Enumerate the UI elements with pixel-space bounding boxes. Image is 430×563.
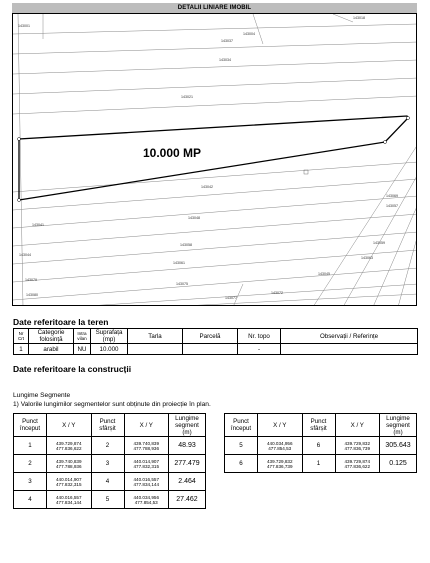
parcel-map [12,13,417,306]
table-header-row [14,329,418,344]
vertex-3 [384,141,387,144]
col-header: X / Y [335,414,380,437]
parcel-label: 143018 [353,16,365,20]
cell [128,344,183,355]
col-header: Suprafața (mp) [91,329,128,344]
y-value: 477.788,936 [55,463,82,469]
cell-xy-end [335,437,380,455]
col-header: Nr. topo [238,329,281,344]
cell: - [238,344,281,355]
cell-xy-start [258,437,303,455]
cell-xy-start [258,455,303,473]
col-header: Categorie folosință [29,329,74,344]
col-header: Punct început [225,414,258,437]
parcel-label: 143075 [176,282,188,286]
x-value: 440.034,956 [133,494,160,500]
parcel-label: 143072 [271,291,283,295]
x-value: 440.034,956 [266,440,293,446]
y-value: 477.836,739 [344,445,371,451]
cell-end-point: 6 [302,437,335,455]
col-header: Intra vilan [74,329,91,344]
x-value: 440.016,557 [133,476,160,482]
parcel-label: 143044 [19,253,31,257]
cell-length: 277.479 [169,455,206,473]
area-label: 10.000 MP [143,146,202,160]
parcel-label: 143061 [173,261,185,265]
segments-table-left [13,413,206,509]
parcel-label: 143080 [26,293,38,297]
x-value: 439.729,832 [266,458,293,464]
x-value: 439.729,874 [344,458,371,464]
cell-xy-end [124,491,169,509]
col-header: Parcelă [183,329,238,344]
table-row [225,455,417,473]
parcel-label: 143059 [373,241,385,245]
cell-start-point: 3 [14,473,47,491]
cell-xy-end [124,437,169,455]
parcel-label: 143079 [25,278,37,282]
col-header: Lungime segment (m) [380,414,417,437]
parcel-label: 143048 [188,216,200,220]
cell-start-point: 2 [14,455,47,473]
col-header: Nr Crt [14,329,29,344]
table-row [14,491,206,509]
table-row [14,344,418,355]
vertex-1 [18,138,21,141]
y-value: 477.836,739 [266,463,293,469]
col-header: Lungime segment (m) [169,414,206,437]
x-value: 439.729,874 [55,440,82,446]
parcel-label: 143004 [243,32,255,36]
vertex-4 [407,117,410,120]
x-value: 440.014,907 [55,476,82,482]
cell-start-point: 1 [14,437,47,455]
cell-length: 48.93 [169,437,206,455]
cell-length: 0.125 [380,455,417,473]
col-header: Observații / Referințe [281,329,418,344]
table-row [14,455,206,473]
col-header: Punct început [14,414,47,437]
cell-xy-start [47,455,92,473]
parcel-label: 143077 [225,296,237,300]
cell-start-point: 4 [14,491,47,509]
vertex-2 [18,199,21,202]
cell-length: 2.464 [169,473,206,491]
cell-xy-end [124,473,169,491]
table-row [14,437,206,455]
col-header: Punct sfârșit [91,414,124,437]
parcel-grid [13,14,417,306]
x-value: 439.740,839 [133,440,160,446]
cell [281,344,418,355]
cell-xy-start [47,473,92,491]
y-value: 477.836,622 [344,463,371,469]
col-header: X / Y [47,414,92,437]
table-header-row [14,414,206,437]
y-value: 477.832,315 [133,463,160,469]
cell: arabil [29,344,74,355]
teren-title: Date referitoare la teren [13,317,109,327]
x-value: 440.016,557 [55,494,82,500]
segmente-title: Lungime Segmente [13,392,71,399]
cell-length: 305.643 [380,437,417,455]
parcel-label: 143042 [201,185,213,189]
cell-length: 27.462 [169,491,206,509]
cell-end-point: 2 [91,437,124,455]
x-value: 439.729,832 [344,440,371,446]
parcel-label: 143069 [386,194,398,198]
cell-start-point: 5 [225,437,258,455]
x-value: 439.740,839 [55,458,82,464]
cell-xy-start [47,491,92,509]
map-canvas [13,14,417,306]
table-row [14,473,206,491]
parcel-label: 143021 [181,95,193,99]
cell-end-point: 3 [91,455,124,473]
y-value: 477.834,144 [133,481,160,487]
cell-xy-end [124,455,169,473]
cell: NU [74,344,91,355]
parcel-label: 143045 [318,272,330,276]
col-header: Punct sfârșit [302,414,335,437]
parcel-label: 143063 [361,256,373,260]
y-value: 477.788,936 [133,445,160,451]
segments-table-right [224,413,417,473]
parcel-label: 143057 [386,204,398,208]
cell-xy-end [335,455,380,473]
y-value: 477.836,622 [55,445,82,451]
cell-end-point: 4 [91,473,124,491]
x-value: 440.014,907 [133,458,160,464]
parcel-label: 143001 [18,24,30,28]
cell: 1 [14,344,29,355]
col-header: Tarla [128,329,183,344]
header-title: DETALII LINIARE IMOBIL [12,3,417,13]
col-header: X / Y [124,414,169,437]
cell [183,344,238,355]
segmente-note: 1) Valorile lungimilor segmentelor sunt obținute din proiecție în plan. [13,401,211,408]
col-header: X / Y [258,414,303,437]
y-value: 477.854,53 [268,445,292,451]
y-value: 477.854,53 [134,499,158,505]
cell-start-point: 6 [225,455,258,473]
y-value: 477.834,144 [55,499,82,505]
table-header-row [225,414,417,437]
cell-end-point: 5 [91,491,124,509]
teren-table [13,328,418,355]
parcel-label: 143041 [32,223,44,227]
parcel-label: 143058 [180,243,192,247]
parcel-label: 143037 [221,39,233,43]
constructii-title: Date referitoare la construcții [13,364,132,374]
cell: 10.000 [91,344,128,355]
cell-xy-start [47,437,92,455]
y-value: 477.832,315 [55,481,82,487]
parcel-label: 143034 [219,58,231,62]
table-row [225,437,417,455]
cell-end-point: 1 [302,455,335,473]
